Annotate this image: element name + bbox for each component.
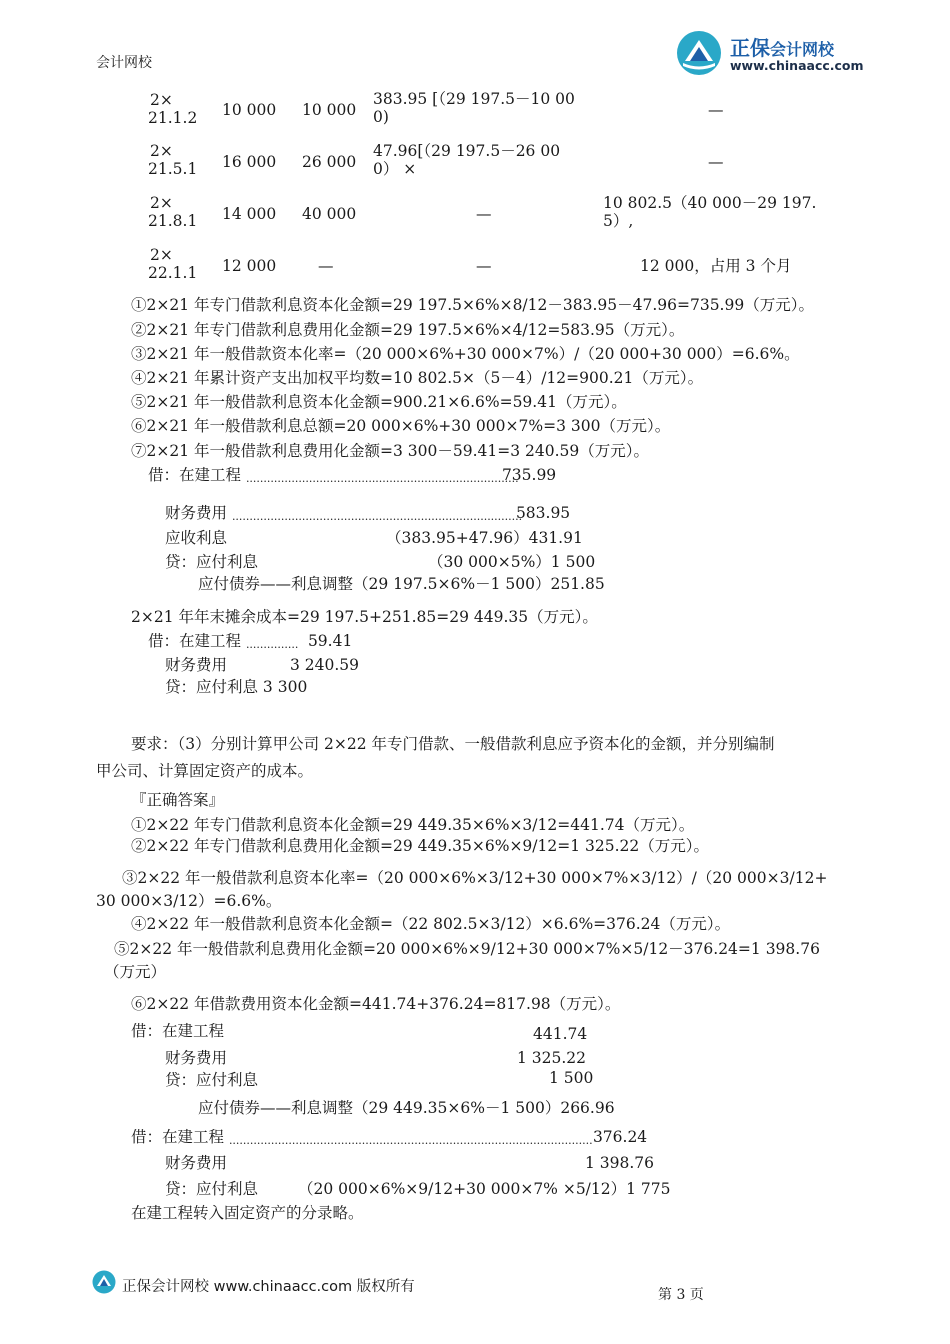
date-line: 2× <box>150 246 173 264</box>
entry-label: 借：在建工程 <box>148 466 246 484</box>
entry-value: 376.24 <box>592 1128 648 1146</box>
entry1-credit-value: （30 000×5%）1 500 <box>428 553 596 571</box>
top-left-fragment <box>96 55 152 71</box>
interest-line: 383.95 [（29 197.5－10 00 <box>373 90 575 108</box>
calc-2021-line-4: ④2×21 年累计资产支出加权平均数=10 802.5×（5－4）/12=900.21（万元）。 <box>131 369 704 387</box>
date-line: 21.8.1 <box>148 212 198 230</box>
entry1-receivable-value: （383.95+47.96）431.91 <box>386 529 583 547</box>
calc-text: ②2×22 年专门借款利息费用化金额=29 449.35×6%×9/12=1 325.22（万元）。 <box>131 837 710 855</box>
credit-line-text: 贷：应付利息 3 300 <box>165 678 308 696</box>
table-amount: 10 000 <box>222 101 277 119</box>
calc-2021-line-7: ⑦2×21 年一般借款利息费用化金额=3 300－59.41=3 240.59（万元）。 <box>131 442 649 460</box>
table-cumulative: 26 000 <box>302 153 357 171</box>
general-line: 10 802.5（40 000－29 197. <box>603 194 817 212</box>
entry3-credit-value <box>549 1069 594 1087</box>
table-cumulative: 10 000 <box>302 101 357 119</box>
table-cumulative: — <box>318 257 334 275</box>
leader-dots: ................................................................................... <box>231 509 523 523</box>
entry4-credit-value: （20 000×6%×9/12+30 000×7% ×5/12）1 775 <box>298 1180 671 1198</box>
entry-label: 贷：应付利息 <box>165 1071 259 1089</box>
top-left-fragment-text: 会计网校 <box>96 55 152 71</box>
chinaacc-logo-icon <box>92 1270 116 1294</box>
bond-line-text: 应付债券——利息调整（29 197.5×6%－1 500）251.85 <box>198 575 605 593</box>
chinaacc-logo-icon <box>676 30 722 76</box>
table-date <box>148 194 198 228</box>
calc-2022-line-1: ①2×22 年专门借款利息资本化金额=29 449.35×6%×3/12=441.74（万元）。 <box>131 816 695 834</box>
table-general: 12 000，占用 3 个月 <box>640 257 792 275</box>
entry3-finance-label: 财务费用 <box>165 1049 228 1067</box>
table-interest: — <box>476 257 492 275</box>
entry4-credit-label: 贷：应付利息 <box>165 1180 259 1198</box>
interest-line: 0) <box>373 108 389 126</box>
general-line: 5）, <box>603 212 634 230</box>
calc-2021-line-6: ⑥2×21 年一般借款利息总额=20 000×6%+30 000×7%=3 300（万元）。 <box>131 417 671 435</box>
table-cumulative: 40 000 <box>302 205 357 223</box>
entry-label: 借：在建工程 <box>131 1022 225 1040</box>
calc-2022-line-5a: ⑤2×22 年一般借款利息费用化金额=20 000×6%×9/12+30 000×7%×5/12－376.24=1 398.76 <box>114 940 820 958</box>
entry3-debit-value: 441.74 <box>533 1025 588 1043</box>
entry4-debit <box>131 1130 647 1146</box>
logo-name-prefix: 正保 <box>730 36 770 60</box>
leader-dots: .............................................................................. <box>245 471 519 485</box>
table-amount: 14 000 <box>222 205 277 223</box>
entry1-debit <box>148 468 556 484</box>
logo-name-suffix: 会计网校 <box>770 40 835 59</box>
entry2-credit <box>165 678 308 696</box>
answer-title: 『正确答案』 <box>131 791 225 809</box>
table-date <box>148 91 198 125</box>
calc-2021-line-2: ②2×21 年专门借款利息费用化金额=29 197.5×6%×4/12=583.95（万元）。 <box>131 321 685 339</box>
table-interest <box>373 142 560 176</box>
leader-dots: ........................................................................................................ <box>228 1133 593 1147</box>
entry-label: 借：在建工程 <box>148 632 246 650</box>
calc-2021-line-3: ③2×21 年一般借款资本化率=（20 000×6%+30 000×7%）/（20 000+30 000）=6.6%。 <box>131 345 800 363</box>
calc-2022-line-3b: 30 000×3/12）=6.6%。 <box>96 892 282 910</box>
entry-label: 借：在建工程 <box>131 1128 229 1146</box>
calc-2021-line-1: ①2×21 年专门借款利息资本化金额=29 197.5×6%×8/12－383.95－47.96=735.99（万元）。 <box>131 296 814 314</box>
logo-name <box>730 32 834 61</box>
calc-2021-line-5: ⑤2×21 年一般借款利息资本化金额=900.21×6.6%=59.41（万元）。 <box>131 393 627 411</box>
table-general: — <box>708 153 724 171</box>
requirement-line-2 <box>96 762 314 780</box>
entry2-finance-label: 财务费用 <box>165 656 228 674</box>
amortized-cost: 2×21 年年末摊余成本=29 197.5+251.85=29 449.35（万元）。 <box>131 608 598 626</box>
date-line: 22.1.1 <box>148 264 198 282</box>
bond-line-text: 应付债券——利息调整（29 449.35×6%－1 500）266.96 <box>198 1099 615 1117</box>
table-amount: 12 000 <box>222 257 277 275</box>
calc-2022-line-3a: ③2×22 年一般借款利息资本化率=（20 000×6%×3/12+30 000×7%×3/12）/（20 000×3/12+ <box>122 869 828 887</box>
entry-label: 财务费用 <box>165 504 232 522</box>
table-interest <box>373 90 575 125</box>
interest-line: 47.96[（29 197.5－26 00 <box>373 142 561 160</box>
calc-2022-line-5b <box>104 963 167 981</box>
entry-value: 735.99 <box>501 466 557 484</box>
calc-2022-line-4: ④2×22 年一般借款利息资本化金额=（22 802.5×3/12）×6.6%=376.24（万元）。 <box>131 915 731 933</box>
footer-brand: 正保会计网校 www.chinaacc.com 版权所有 <box>122 1279 415 1295</box>
calc-text: （万元） <box>104 963 167 981</box>
table-general: — <box>708 101 724 119</box>
entry-value: 1 500 <box>549 1069 594 1087</box>
entry-value: 59.41 <box>307 632 353 650</box>
entry3-credit <box>165 1071 259 1089</box>
page-number-text: 第 3 页 <box>658 1287 704 1303</box>
entry3-debit <box>131 1022 225 1040</box>
table-date <box>148 246 198 282</box>
table-date <box>148 142 198 176</box>
date-line: 21.1.2 <box>148 109 198 127</box>
requirement-text: 甲公司、计算固定资产的成本。 <box>96 762 314 780</box>
entry2-debit <box>148 634 352 650</box>
calc-2022-line-2 <box>131 837 710 855</box>
entry1-credit-label: 贷：应付利息 <box>165 553 259 571</box>
entry4-finance-label: 财务费用 <box>165 1154 228 1172</box>
entry4-finance-value: 1 398.76 <box>585 1154 655 1172</box>
logo-url: www.chinaacc.com <box>730 58 864 73</box>
page-number <box>658 1287 704 1303</box>
date-line: 2× <box>150 91 173 109</box>
date-line: 21.5.1 <box>148 160 198 178</box>
entry1-finance-cost <box>165 506 570 522</box>
entry-value: 583.95 <box>515 504 571 522</box>
requirement-line-1 <box>131 735 775 753</box>
entry1-bond-adjust <box>198 575 605 593</box>
calc-text: ⑥2×22 年借款费用资本化金额=441.74+376.24=817.98（万元）。 <box>131 995 621 1013</box>
interest-line: 0） × <box>373 160 417 178</box>
entry3-bond-adjust <box>198 1099 615 1117</box>
transfer-text: 在建工程转入固定资产的分录略。 <box>131 1204 364 1222</box>
date-line: 2× <box>150 142 173 160</box>
requirement-text: 要求：（3）分别计算甲公司 2×22 年专门借款、一般借款利息应予资本化的金额，并分别编制 <box>131 735 775 753</box>
calc-2022-line-6 <box>131 995 621 1013</box>
entry2-finance-value: 3 240.59 <box>290 656 360 674</box>
brand-logo <box>676 30 876 78</box>
table-interest: — <box>476 205 492 223</box>
table-amount: 16 000 <box>222 153 277 171</box>
entry3-finance-value: 1 325.22 <box>517 1049 587 1067</box>
table-general <box>603 194 816 228</box>
transfer-line <box>131 1204 364 1222</box>
entry1-receivable-label: 应收利息 <box>165 529 228 547</box>
leader-dots: ............... <box>245 637 299 651</box>
date-line: 2× <box>150 194 173 212</box>
